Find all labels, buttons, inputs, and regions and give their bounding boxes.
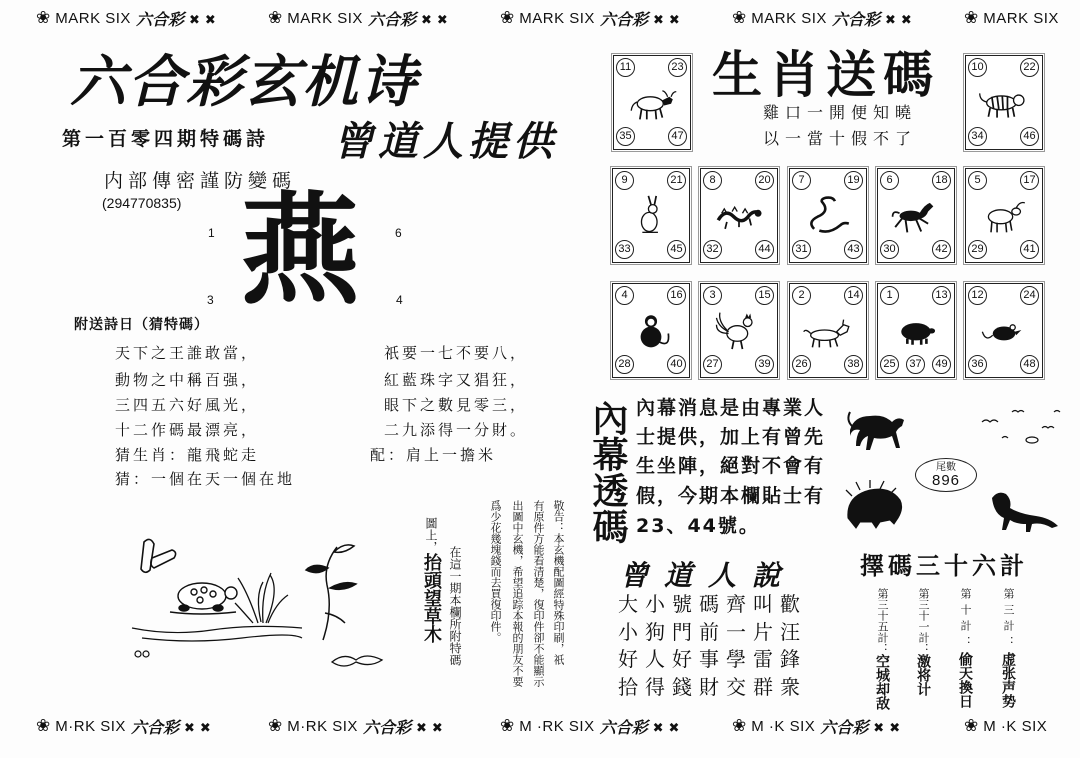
banner-unit	[964, 715, 1078, 737]
banner-label: M·RK SIX	[287, 717, 358, 735]
poem-line: 天下之王誰敢當，	[115, 344, 260, 362]
cross-icon	[205, 9, 216, 28]
zodiac-number: 39	[755, 355, 774, 374]
bird-drawing	[141, 539, 176, 572]
rooster-icon	[713, 308, 765, 352]
banner-unit	[732, 7, 964, 29]
pairing-line: 配：肩上一擔米	[370, 446, 497, 464]
saying-line: 大小號碼齊叫歡	[618, 592, 807, 616]
tiger-icon	[978, 80, 1030, 124]
zodiac-number: 13	[932, 286, 951, 305]
zodiac-number: 9	[615, 171, 634, 190]
banner-brand: 六合彩	[135, 9, 184, 29]
saying-line: 小狗門前一片汪	[618, 620, 807, 644]
flower-logo-icon	[500, 8, 514, 28]
zodiac-number: 34	[968, 127, 987, 146]
ground-drawing	[132, 626, 302, 641]
zodiac-number: 20	[755, 171, 774, 190]
banner-unit	[268, 7, 500, 29]
corner-number-bottom-right: 4	[396, 293, 403, 307]
zodiac-number: 11	[616, 58, 635, 77]
hedgehog-drawing	[846, 480, 902, 528]
banner-label: M ·RK SIX	[519, 717, 595, 735]
zodiac-card-rooster	[700, 283, 778, 378]
birds-drawing	[982, 411, 1060, 444]
poem-line: 二九添得一分財。	[384, 421, 529, 439]
guess-zodiac-line: 猜生肖：龍飛蛇走	[115, 446, 260, 464]
strategy-head: 第三計：	[1002, 588, 1015, 652]
big-character: 燕	[240, 182, 360, 321]
zodiac-number: 16	[667, 286, 686, 305]
cross-icon	[189, 9, 200, 28]
zodiac-number: 30	[880, 240, 899, 259]
zodiac-number: 45	[667, 240, 686, 259]
strategy-head: 第十計：	[959, 588, 972, 652]
zodiac-card-rabbit	[612, 168, 690, 263]
flower-logo-icon	[964, 8, 978, 28]
banner-brand: 六合彩	[130, 717, 179, 737]
zodiac-number: 33	[615, 240, 634, 259]
banner-unit	[500, 7, 732, 29]
zodiac-number: 17	[1020, 171, 1039, 190]
zodiac-number: 15	[755, 286, 774, 305]
poem-line: 十二作碼最漂亮，	[115, 421, 260, 439]
banner-label: M ·K SIX	[983, 717, 1048, 735]
ox-icon	[626, 80, 678, 124]
strategy-body: 空城却敌	[874, 654, 890, 710]
flower-logo-icon	[732, 8, 746, 28]
poem-line: 眼下之數見零三，	[384, 396, 529, 414]
turtle-drawing	[170, 583, 237, 614]
sayings-title: 曾道人說	[620, 559, 797, 592]
zodiac-number: 8	[703, 171, 722, 190]
zodiac-number: 35	[616, 127, 635, 146]
zodiac-card-rat	[965, 283, 1043, 378]
zodiac-card-monkey	[612, 283, 690, 378]
hint-prefix: 圖上，	[424, 517, 438, 553]
zodiac-number: 2	[792, 286, 811, 305]
zodiac-number: 46	[1020, 127, 1039, 146]
zodiac-number: 32	[703, 240, 722, 259]
goat-icon	[978, 193, 1030, 237]
banner-brand: 六合彩	[599, 9, 648, 29]
zodiac-card-tiger	[965, 55, 1043, 150]
rabbit-icon	[625, 193, 677, 237]
poem-heading: 附送詩日（猜特碼）	[74, 317, 209, 333]
cross-icon	[432, 717, 443, 736]
banner-brand: 六合彩	[831, 9, 880, 29]
poem-line: 三四五六好風光，	[115, 396, 260, 414]
strategy-head: 第三十一計：	[917, 588, 930, 654]
strategy-title: 擇碼三十六計	[860, 552, 1028, 580]
strategy-column	[998, 588, 1018, 708]
hint-column: 在這一期本欄所附特碼	[448, 546, 462, 666]
zodiac-number: 47	[668, 127, 687, 146]
zodiac-card-dog	[789, 283, 867, 378]
zodiac-number: 6	[880, 171, 899, 190]
zodiac-number: 5	[968, 171, 987, 190]
strategy-head: 第三十五計：	[876, 588, 889, 654]
banner-label: M ·K SIX	[751, 717, 816, 735]
poem-line: 動物之中稱百强，	[115, 371, 260, 389]
cross-icon	[669, 717, 680, 736]
hint-main: 抬頭望草木	[421, 553, 442, 643]
cross-icon	[184, 717, 195, 736]
tail-number-label: 尾數	[936, 461, 956, 473]
strategy-column	[955, 588, 975, 708]
zodiac-number: 12	[968, 286, 987, 305]
zodiac-number: 25	[880, 355, 899, 374]
notice-column: 有原件方能看清楚，復印件卻不能顯示	[532, 500, 545, 687]
inside-line: 23、44號。	[636, 515, 760, 537]
inside-line: 士提供，加上有曾先	[636, 426, 826, 448]
zodiac-number: 24	[1020, 286, 1039, 305]
zodiac-number: 18	[932, 171, 951, 190]
tail-number-value: 896	[931, 471, 961, 489]
issue-heading: 第一百零四期特碼詩	[62, 128, 270, 150]
zodiac-number: 44	[755, 240, 774, 259]
banner-unit	[732, 715, 964, 737]
zodiac-number: 23	[668, 58, 687, 77]
banner-brand: 六合彩	[599, 717, 648, 737]
banner-label: M·RK SIX	[55, 717, 126, 735]
cross-icon	[669, 9, 680, 28]
cross-icon	[873, 717, 884, 736]
pig-icon	[890, 308, 942, 352]
flower-logo-icon	[500, 716, 514, 736]
zodiac-card-dragon	[700, 168, 778, 263]
flower-logo-icon	[732, 716, 746, 736]
flower-logo-icon	[36, 8, 50, 28]
cross-icon	[889, 717, 900, 736]
dog-icon	[802, 308, 854, 352]
zodiac-number: 37	[906, 355, 925, 374]
zodiac-number: 10	[968, 58, 987, 77]
zodiac-number: 48	[1020, 355, 1039, 374]
poem-line: 紅藍珠字又猖狂，	[384, 371, 529, 389]
inside-line: 內幕消息是由專業人	[636, 397, 826, 419]
saying-line: 拾得錢財交群衆	[618, 675, 807, 699]
banner-unit	[500, 715, 732, 737]
hint-answer-column	[422, 517, 444, 643]
zodiac-number: 49	[932, 355, 951, 374]
zodiac-number: 28	[615, 355, 634, 374]
zodiac-number: 40	[667, 355, 686, 374]
notice-column: 敬告：本玄機配圖經特殊印刷，祇	[552, 500, 565, 665]
zodiac-number: 31	[792, 240, 811, 259]
zodiac-number: 36	[968, 355, 987, 374]
zodiac-number: 26	[792, 355, 811, 374]
weasel-drawing	[992, 493, 1058, 532]
zodiac-number: 1	[880, 286, 899, 305]
inside-line: 假，今期本欄貼士有	[636, 485, 826, 507]
monkey-icon	[625, 308, 677, 352]
notice-column: 爲少花幾塊錢而去買復印件。	[489, 500, 502, 643]
zodiac-number: 19	[844, 171, 863, 190]
banner-brand: 六合彩	[820, 717, 869, 737]
flower-logo-icon	[36, 716, 50, 736]
zodiac-number: 29	[968, 240, 987, 259]
zodiac-number: 42	[932, 240, 951, 259]
cross-icon	[416, 717, 427, 736]
banner-unit	[36, 7, 268, 29]
cross-icon	[901, 9, 912, 28]
banner-label: MARK SIX	[55, 9, 131, 27]
poem-line: 祇要一七不要八，	[384, 344, 529, 362]
cross-icon	[200, 717, 211, 736]
banner-label: MARK SIX	[287, 9, 363, 27]
zodiac-number: 38	[844, 355, 863, 374]
zodiac-number: 21	[667, 171, 686, 190]
banner-label: MARK SIX	[983, 9, 1059, 27]
strategy-column	[913, 588, 933, 696]
corner-number-top-right: 6	[395, 226, 402, 240]
strategy-body: 偷天換日	[957, 652, 973, 708]
cross-icon	[885, 9, 896, 28]
garden-illustration	[118, 528, 388, 673]
zodiac-number: 27	[703, 355, 722, 374]
saying-line: 好人好事學雷鋒	[618, 647, 807, 671]
cross-icon	[421, 9, 432, 28]
flower-drawing	[332, 656, 382, 666]
notice-column: 出圖中玄機，希望追踪本報的朋友不要	[511, 500, 524, 687]
cross-icon	[653, 717, 664, 736]
strategy-body: 激将计	[915, 654, 931, 696]
banner-brand: 六合彩	[362, 717, 411, 737]
banner-label: MARK SIX	[519, 9, 595, 27]
banner-unit	[268, 715, 500, 737]
banner-unit	[36, 715, 268, 737]
zodiac-card-snake	[789, 168, 867, 263]
horse-icon	[890, 193, 942, 237]
bottom-banner	[36, 715, 1078, 737]
zodiac-number: 41	[1020, 240, 1039, 259]
inside-title: 內幕透碼	[587, 400, 628, 544]
top-banner	[36, 7, 1078, 29]
provider-heading: 曾道人提供	[333, 119, 558, 165]
zodiac-number: 14	[844, 286, 863, 305]
banner-brand: 六合彩	[367, 9, 416, 29]
banner-label: MARK SIX	[751, 9, 827, 27]
zodiac-number: 43	[844, 240, 863, 259]
zodiac-number: 22	[1020, 58, 1039, 77]
zodiac-number: 3	[703, 286, 722, 305]
zodiac-slogan-line: 以一當十假不了	[763, 129, 918, 148]
flower-logo-icon	[964, 716, 978, 736]
zodiac-title: 生肖送碼	[712, 46, 940, 104]
zodiac-number: 7	[792, 171, 811, 190]
small-bird-marks	[135, 651, 149, 657]
page-title: 六合彩玄机诗	[70, 50, 418, 115]
rat-icon	[978, 308, 1030, 352]
snake-icon	[802, 193, 854, 237]
zodiac-card-pig	[877, 283, 955, 378]
guess-line: 猜：一個在天一個在地	[115, 470, 296, 488]
flower-logo-icon	[268, 716, 282, 736]
zodiac-card-ox	[613, 55, 691, 150]
cross-icon	[437, 9, 448, 28]
zodiac-card-goat	[965, 168, 1043, 263]
banner-unit	[964, 7, 1078, 29]
cross-icon	[653, 9, 664, 28]
strategy-column	[872, 588, 892, 710]
code-number: (294770835)	[102, 195, 182, 211]
zodiac-slogan-line: 雞口一開便知曉	[763, 103, 918, 122]
tail-number-badge	[915, 458, 977, 492]
zodiac-card-horse	[877, 168, 955, 263]
flower-logo-icon	[268, 8, 282, 28]
tall-plant-drawing	[306, 545, 356, 640]
strategy-body: 虚张声势	[1000, 652, 1016, 708]
dragon-icon	[713, 193, 765, 237]
zodiac-number: 4	[615, 286, 634, 305]
corner-number-top-left: 1	[208, 226, 215, 240]
zodiac-cards	[605, 46, 1050, 385]
secret-note: 内部傳密謹防變碼	[104, 170, 297, 192]
grass-drawing	[235, 573, 288, 623]
inside-line: 生坐陣，絕對不會有	[636, 455, 826, 477]
panther-drawing	[848, 412, 904, 450]
corner-number-bottom-left: 3	[207, 293, 214, 307]
